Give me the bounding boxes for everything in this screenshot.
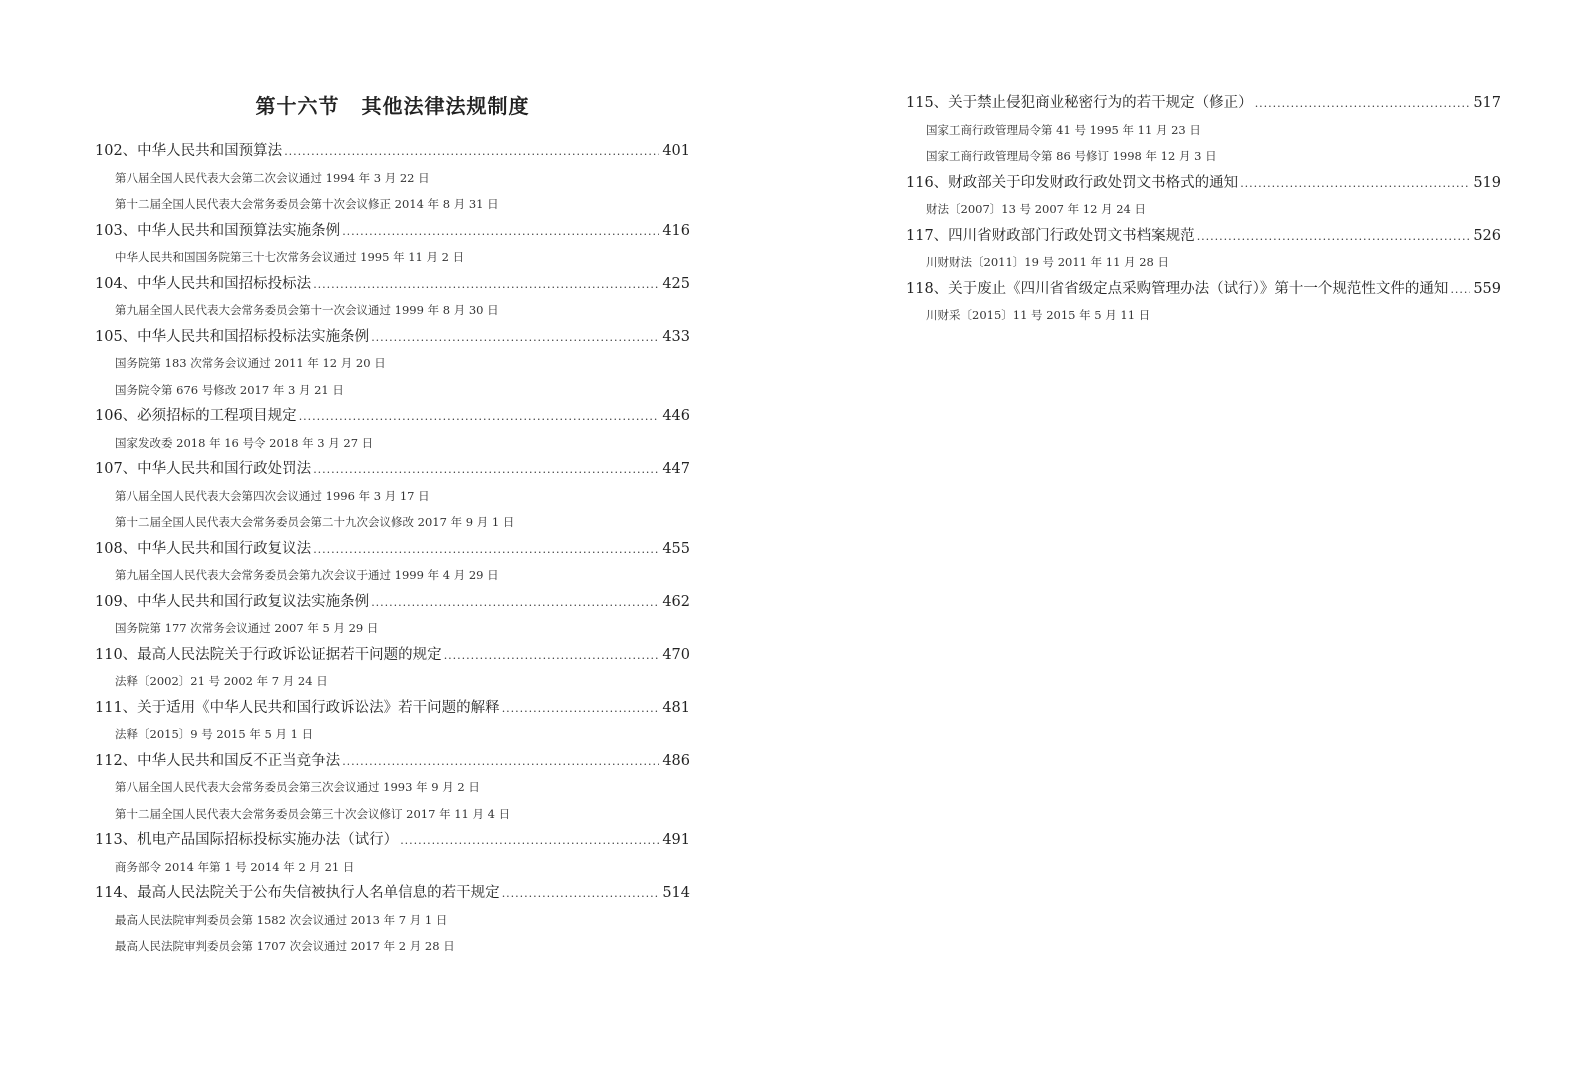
toc-entry-line[interactable] bbox=[95, 456, 690, 483]
toc-entry-line[interactable] bbox=[906, 223, 1501, 250]
toc-entry-line[interactable] bbox=[95, 403, 690, 430]
toc-entry-title: 117、四川省财政部门行政处罚文书档案规范 bbox=[906, 227, 1195, 244]
toc-entry-note: 国务院第 183 次常务会议通过 2011 年 12 月 20 日 bbox=[115, 356, 386, 370]
toc-entry-line[interactable] bbox=[95, 271, 690, 298]
toc-entry-title: 116、财政部关于印发财政行政处罚文书格式的通知 bbox=[906, 174, 1239, 191]
toc-entry bbox=[95, 880, 690, 960]
toc-entry-note: 第八届全国人民代表大会第二次会议通过 1994 年 3 月 22 日 bbox=[115, 170, 430, 185]
toc-page-number: 470 bbox=[662, 646, 690, 663]
toc-entry bbox=[95, 271, 690, 324]
dot-leader bbox=[1450, 277, 1470, 304]
toc-entry-note: 第九届全国人民代表大会常务委员会第九次会议于通过 1999 年 4 月 29 日 bbox=[115, 568, 499, 582]
toc-entry bbox=[95, 403, 690, 456]
toc-entry bbox=[95, 456, 690, 536]
toc-entry bbox=[95, 218, 690, 271]
toc-entry-line[interactable] bbox=[95, 138, 690, 165]
toc-page-number: 481 bbox=[662, 699, 690, 716]
dot-leader bbox=[342, 219, 659, 246]
toc-entry-note: 川财财法〔2011〕19 号 2011 年 11 月 28 日 bbox=[926, 255, 1170, 269]
toc-entry bbox=[906, 170, 1501, 223]
toc-entry-title: 112、中华人民共和国反不正当竞争法 bbox=[95, 752, 341, 769]
toc-entry-note: 最高人民法院审判委员会第 1582 次会议通过 2013 年 7 月 1 日 bbox=[115, 912, 448, 927]
dot-leader bbox=[1240, 171, 1470, 198]
toc-page-number: 447 bbox=[662, 461, 690, 477]
dot-leader bbox=[313, 272, 659, 299]
toc-entry-line[interactable] bbox=[95, 536, 690, 563]
toc-entry-note: 第十二届全国人民代表大会常务委员会第二十九次会议修改 2017 年 9 月 1 日 bbox=[115, 515, 515, 529]
toc-entry-title: 107、中华人民共和国行政处罚法 bbox=[95, 461, 312, 477]
toc-entry-note: 国家发改委 2018 年 16 号令 2018 年 3 月 27 日 bbox=[115, 435, 374, 450]
toc-entry-line[interactable] bbox=[95, 324, 690, 351]
section-number: 第十六节 bbox=[255, 94, 340, 118]
toc-entry-note: 国家工商行政管理局令第 86 号修订 1998 年 12 月 3 日 bbox=[926, 149, 1217, 163]
toc-entry bbox=[95, 324, 690, 404]
toc-page-number: 526 bbox=[1473, 227, 1501, 244]
toc-page-number: 486 bbox=[662, 752, 690, 769]
toc-page-number: 433 bbox=[662, 328, 690, 345]
toc-entry-title: 113、机电产品国际招标投标实施办法（试行） bbox=[95, 832, 399, 848]
toc-entry-note: 川财采〔2015〕11 号 2015 年 5 月 11 日 bbox=[926, 308, 1151, 322]
toc-entry-line[interactable] bbox=[95, 218, 690, 245]
toc-page-number: 446 bbox=[662, 408, 690, 424]
toc-entry-line[interactable] bbox=[95, 642, 690, 669]
toc-entry-line[interactable] bbox=[95, 827, 690, 854]
toc-entry-line[interactable] bbox=[95, 589, 690, 616]
toc-page-number: 517 bbox=[1473, 95, 1501, 111]
dot-leader bbox=[284, 139, 659, 166]
toc-entry-line[interactable] bbox=[906, 90, 1501, 117]
toc-entry-title: 102、中华人民共和国预算法 bbox=[95, 143, 283, 159]
toc-entry-title: 110、最高人民法院关于行政诉讼证据若干问题的规定 bbox=[95, 646, 442, 663]
dot-leader bbox=[299, 404, 660, 431]
dot-leader bbox=[400, 828, 659, 855]
toc-entry-title: 118、关于废止《四川省省级定点采购管理办法（试行）》第十一个规范性文件的通知 bbox=[906, 280, 1449, 297]
toc-list-left bbox=[95, 138, 690, 960]
toc-entry bbox=[95, 536, 690, 589]
toc-entry bbox=[906, 223, 1501, 276]
toc-entry-title: 104、中华人民共和国招标投标法 bbox=[95, 275, 312, 292]
dot-leader bbox=[313, 537, 659, 564]
toc-entry-note: 第九届全国人民代表大会常务委员会第十一次会议通过 1999 年 8 月 30 日 bbox=[115, 303, 499, 317]
dot-leader bbox=[1197, 224, 1471, 251]
toc-entry-note: 商务部令 2014 年第 1 号 2014 年 2 月 21 日 bbox=[115, 859, 355, 874]
toc-page-number: 559 bbox=[1473, 280, 1501, 297]
toc-page-number: 519 bbox=[1473, 174, 1501, 191]
toc-entry-note: 第八届全国人民代表大会常务委员会第三次会议通过 1993 年 9 月 2 日 bbox=[115, 780, 480, 794]
dot-leader bbox=[371, 590, 659, 617]
toc-entry-title: 106、必须招标的工程项目规定 bbox=[95, 408, 297, 424]
toc-entry-title: 115、关于禁止侵犯商业秘密行为的若干规定（修正） bbox=[906, 95, 1253, 111]
toc-entry-title: 114、最高人民法院关于公布失信被执行人名单信息的若干规定 bbox=[95, 885, 500, 901]
toc-entry-line[interactable] bbox=[906, 170, 1501, 197]
toc-entry-title: 103、中华人民共和国预算法实施条例 bbox=[95, 222, 341, 239]
toc-entry-note: 最高人民法院审判委员会第 1707 次会议通过 2017 年 2 月 28 日 bbox=[115, 939, 455, 953]
toc-entry-note: 国家工商行政管理局令第 41 号 1995 年 11 月 23 日 bbox=[926, 122, 1201, 137]
toc-entry-note: 第十二届全国人民代表大会常务委员会第三十次会议修订 2017 年 11 月 4 日 bbox=[115, 806, 511, 821]
toc-entry bbox=[95, 589, 690, 642]
toc-entry-note: 法释〔2015〕9 号 2015 年 5 月 1 日 bbox=[115, 727, 314, 741]
toc-entry bbox=[906, 90, 1501, 170]
toc-entry-note: 法释〔2002〕21 号 2002 年 7 月 24 日 bbox=[115, 674, 328, 688]
dot-leader bbox=[502, 696, 660, 723]
toc-entry-line[interactable] bbox=[95, 748, 690, 775]
toc-entry-title: 108、中华人民共和国行政复议法 bbox=[95, 540, 312, 557]
section-heading bbox=[95, 90, 690, 119]
toc-entry bbox=[95, 695, 690, 748]
toc-entry bbox=[95, 642, 690, 695]
dot-leader bbox=[371, 325, 659, 352]
toc-page-number: 416 bbox=[662, 222, 690, 239]
toc-entry-note: 中华人民共和国国务院第三十七次常务会议通过 1995 年 11 月 2 日 bbox=[115, 250, 465, 264]
toc-entry-line[interactable] bbox=[95, 695, 690, 722]
dot-leader bbox=[444, 643, 660, 670]
toc-entry-note: 国务院令第 676 号修改 2017 年 3 月 21 日 bbox=[115, 382, 344, 397]
dot-leader bbox=[1255, 91, 1471, 118]
toc-page-number: 462 bbox=[662, 593, 690, 610]
toc-entry bbox=[95, 827, 690, 880]
toc-entry bbox=[95, 748, 690, 828]
toc-entry-title: 109、中华人民共和国行政复议法实施条例 bbox=[95, 593, 370, 610]
toc-entry-note: 第八届全国人民代表大会第四次会议通过 1996 年 3 月 17 日 bbox=[115, 488, 430, 503]
toc-entry-line[interactable] bbox=[906, 276, 1501, 303]
toc-page-number: 401 bbox=[662, 143, 690, 159]
dot-leader bbox=[342, 749, 659, 776]
toc-page-number: 514 bbox=[662, 885, 690, 901]
toc-page-number: 491 bbox=[662, 832, 690, 848]
toc-page-number: 425 bbox=[662, 275, 690, 292]
toc-page-number: 455 bbox=[662, 540, 690, 557]
toc-entry-line[interactable] bbox=[95, 880, 690, 907]
toc-entry-title: 105、中华人民共和国招标投标法实施条例 bbox=[95, 328, 370, 345]
toc-entry-note: 财法〔2007〕13 号 2007 年 12 月 24 日 bbox=[926, 202, 1147, 216]
section-title: 其他法律法规制度 bbox=[361, 94, 530, 118]
toc-entry bbox=[95, 138, 690, 218]
toc-entry bbox=[906, 276, 1501, 329]
dot-leader bbox=[502, 881, 660, 908]
toc-list-right bbox=[906, 90, 1501, 329]
toc-entry-note: 第十二届全国人民代表大会常务委员会第十次会议修正 2014 年 8 月 31 日 bbox=[115, 197, 499, 211]
toc-entry-note: 国务院第 177 次常务会议通过 2007 年 5 月 29 日 bbox=[115, 621, 379, 635]
dot-leader bbox=[313, 457, 659, 484]
toc-entry-title: 111、关于适用《中华人民共和国行政诉讼法》若干问题的解释 bbox=[95, 699, 500, 716]
